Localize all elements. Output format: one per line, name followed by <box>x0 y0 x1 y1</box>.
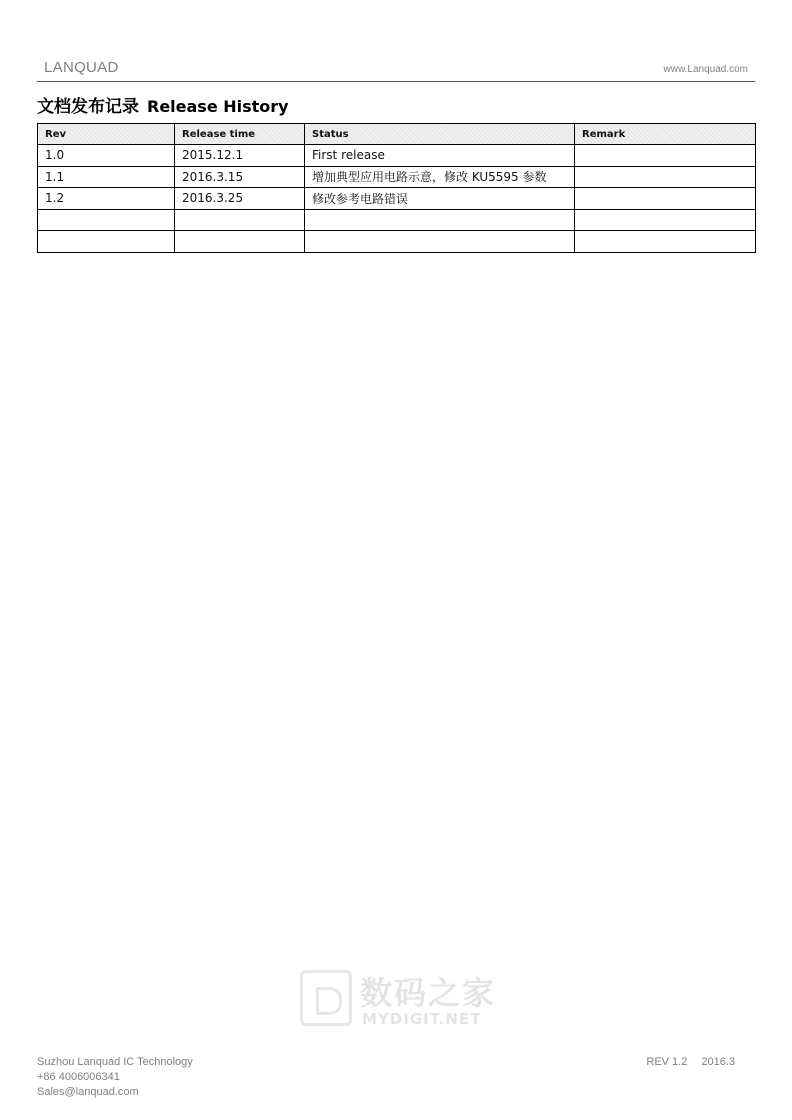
footer-revision <box>646 1055 735 1070</box>
cell-release-time <box>175 209 305 231</box>
footer-email[interactable]: Sales@lanquad.com <box>37 1086 139 1098</box>
cell-rev <box>38 231 175 253</box>
column-header-release-time: Release time <box>175 124 305 145</box>
title-english: Release History <box>147 97 289 116</box>
cell-remark <box>575 145 756 167</box>
cell-remark <box>575 231 756 253</box>
cell-release-time: 2016.3.15 <box>175 166 305 188</box>
cell-status: 修改参考电路错误 <box>305 188 575 210</box>
footer-phone: +86 4006006341 <box>37 1071 120 1083</box>
table-row <box>38 209 756 231</box>
cell-rev: 1.2 <box>38 188 175 210</box>
table-header-row <box>38 124 756 145</box>
cell-release-time: 2015.12.1 <box>175 145 305 167</box>
column-header-remark: Remark <box>575 124 756 145</box>
table-row <box>38 166 756 188</box>
header-divider <box>37 81 755 82</box>
cell-rev: 1.0 <box>38 145 175 167</box>
footer-company: Suzhou Lanquad IC Technology <box>37 1056 193 1068</box>
table-row <box>38 145 756 167</box>
footer-contact <box>37 1055 193 1100</box>
table-row <box>38 188 756 210</box>
watermark-english: MYDIGIT.NET <box>362 1010 482 1028</box>
site-watermark <box>300 968 500 1030</box>
watermark-chinese: 数码之家 <box>360 974 497 1012</box>
column-header-status: Status <box>305 124 575 145</box>
column-header-rev: Rev <box>38 124 175 145</box>
footer-date: 2016.3 <box>701 1056 735 1068</box>
cell-status: 增加典型应用电路示意，修改 KU5595 参数 <box>305 166 575 188</box>
cell-status: First release <box>305 145 575 167</box>
mydigit-logo-icon <box>300 970 352 1026</box>
cell-remark <box>575 209 756 231</box>
page-title <box>37 92 289 117</box>
cell-release-time: 2016.3.25 <box>175 188 305 210</box>
cell-remark <box>575 188 756 210</box>
table-row <box>38 231 756 253</box>
cell-release-time <box>175 231 305 253</box>
cell-status <box>305 209 575 231</box>
cell-remark <box>575 166 756 188</box>
brand-name: LANQUAD <box>44 59 119 76</box>
release-history-table <box>37 123 756 253</box>
cell-status <box>305 231 575 253</box>
website-url[interactable]: www.Lanquad.com <box>663 64 748 75</box>
footer-rev: REV 1.2 <box>646 1056 688 1068</box>
cell-rev: 1.1 <box>38 166 175 188</box>
cell-rev <box>38 209 175 231</box>
title-chinese: 文档发布记录 <box>37 97 139 117</box>
